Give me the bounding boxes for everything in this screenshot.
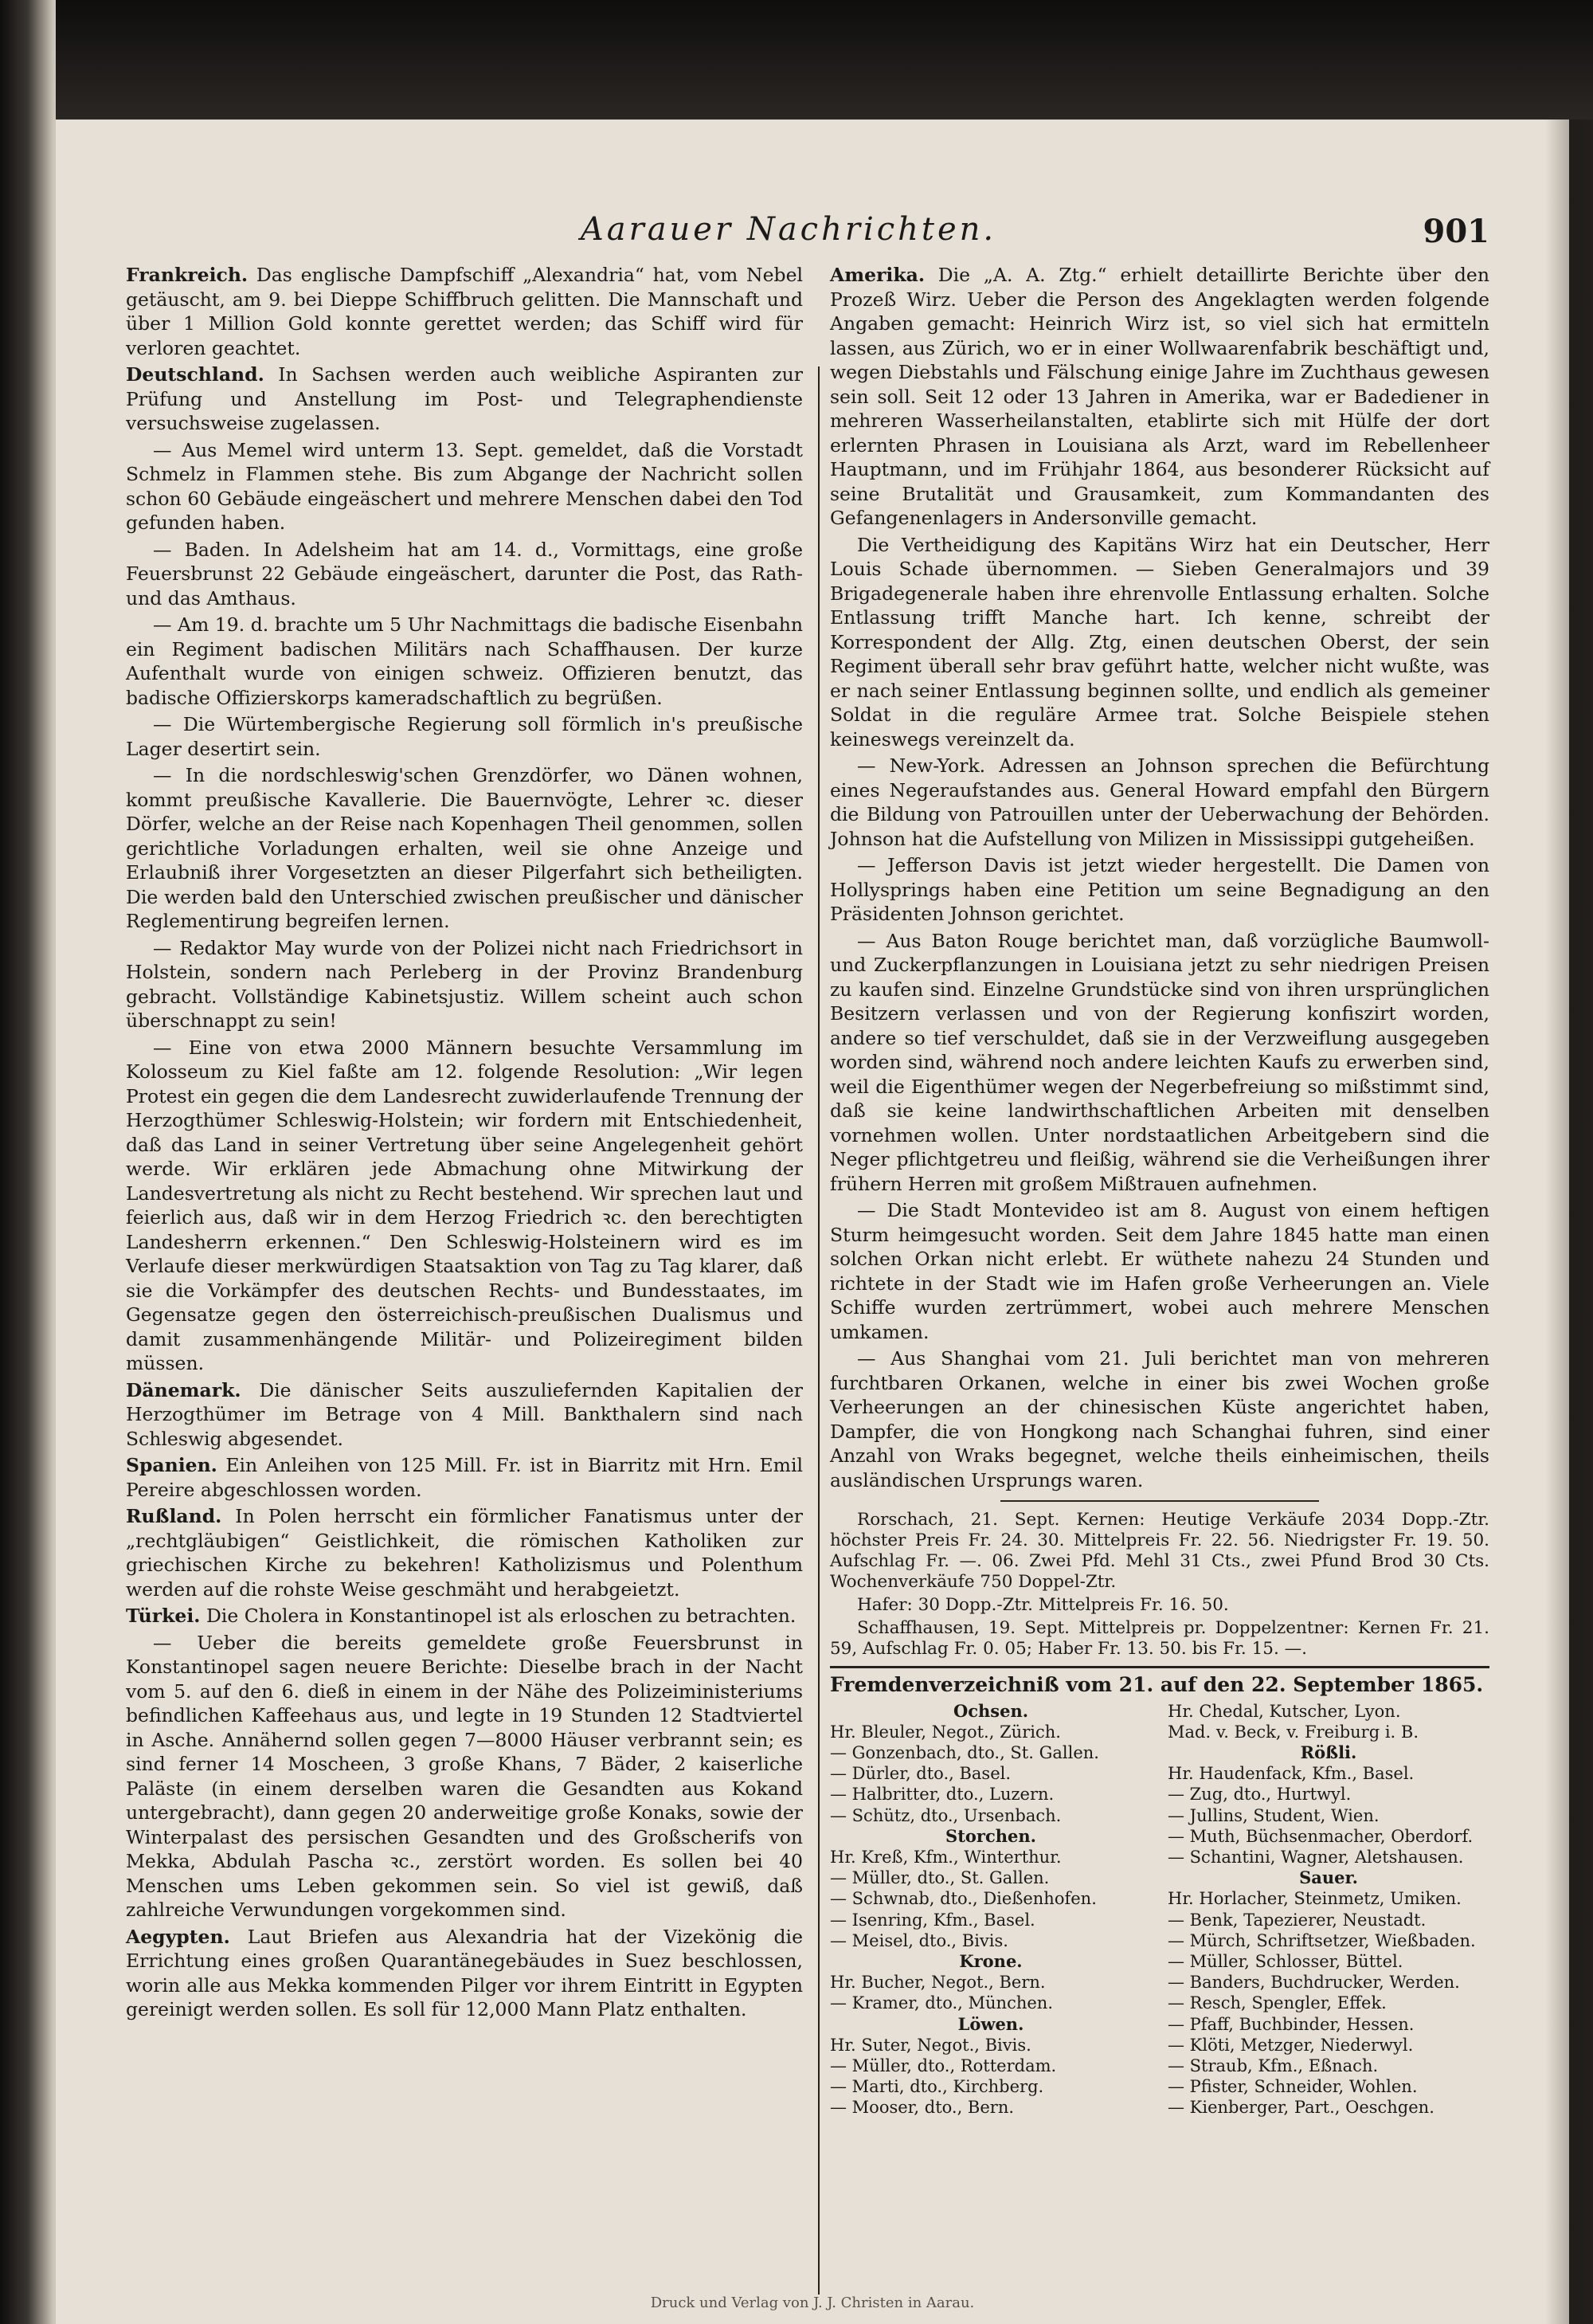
register-entry: — Halbritter, dto., Luzern. (830, 1785, 1055, 1805)
register-entry: Hr. Kreß, Kfm., Winterthur. (830, 1847, 1062, 1867)
register-entry: — Pfister, Schneider, Wohlen. (1168, 2077, 1418, 2097)
newspaper-page (56, 120, 1569, 2324)
article (126, 438, 803, 535)
register-entry: — Schwnab, dto., Dießenhofen. (830, 1889, 1097, 1909)
register-entry: — Banders, Buchdrucker, Werden. (1168, 1973, 1460, 1993)
register-entry: — Schütz, dto., Ursenbach. (830, 1805, 1062, 1825)
article-text: — Baden. In Adelsheim hat am 14. d., Vormittags, eine große Feuersbrunst 22 Gebäude eingeäschert, darunter die Post, das Rath- und das Amthaus. (126, 538, 803, 609)
register-hotel-heading: Storchen. (945, 1825, 1036, 1846)
printer-imprint: Druck und Verlag von J. J. Christen in Aarau. (650, 2295, 975, 2311)
section-heading: Deutschland. (126, 363, 264, 386)
scan-background (56, 0, 1593, 120)
register-left-list (830, 1701, 1152, 2118)
article-text: Ein Anleihen von 125 Mill. Fr. ist in Biarritz mit Hrn. Emil Pereire abgeschlossen worden. (126, 1454, 803, 1501)
section-heading: Spanien. (126, 1454, 217, 1476)
market-report (830, 1510, 1489, 1660)
register-entry: Mad. v. Beck, v. Freiburg i. B. (1168, 1722, 1419, 1742)
article (126, 613, 803, 710)
section-heading: Türkei. (126, 1605, 201, 1627)
register-entry: — Mürch, Schriftsetzer, Wießbaden. (1168, 1930, 1476, 1950)
article-text: Die Cholera in Konstantinopel ist als erloschen zu betrachten. (205, 1605, 796, 1627)
right-column (830, 263, 1489, 2118)
register-hotel-heading: Krone. (959, 1950, 1023, 1971)
register-entry: Hr. Chedal, Kutscher, Lyon. (1168, 1701, 1401, 1721)
article-text: — Am 19. d. brachte um 5 Uhr Nachmittags die badische Eisenbahn ein Regiment badischen Militärs nach Schaffhausen. Der kurze Aufenthalt wurde von einigen schweiz. Offizieren benutzt, das badische Offizierskorps kameradschaftlich zu begrüßen. (126, 613, 803, 709)
article-text: In Sachsen werden auch weibliche Aspiranten zur Prüfung und Anstellung im Post- und Telegraphendienste versuchsweise zugelassen. (126, 363, 803, 434)
article-text: In Polen herrscht ein förmlicher Fanatismus unter der „rechtgläubigen“ Geistlichkeit, die römischen Katholiken zur griechischen Kirche zu bekehren! Katholizismus und Polenthum werden auf die rohste Weise geschmäht und herabgeietzt. (126, 1505, 803, 1601)
register-hotel-heading: Sauer. (1299, 1867, 1358, 1888)
article (126, 538, 803, 611)
article (126, 763, 803, 934)
register-entry: — Müller, dto., St. Gallen. (830, 1868, 1050, 1888)
register-entry: — Dürler, dto., Basel. (830, 1764, 1012, 1784)
guest-register (830, 1673, 1489, 2118)
page-edge-shadow (1545, 120, 1593, 2324)
article-text: — Aus Shanghai vom 21. Juli berichtet man von mehreren furchtbaren Orkanen, welche in einer bis zwei Wochen große Verheerungen an der chinesischen Küste angerichtet haben, Dampfer, die von Hongkong nach Schanghai fuhren, sind einer Anzahl von Wraks begegnet, welche theils einheimischen, theils ausländischen Ursprungs waren. (830, 1347, 1489, 1491)
article-text: — Aus Memel wird unterm 13. Sept. gemeldet, daß die Vorstadt Schmelz in Flammen stehe. Bis zum Abgange der Nachricht sollen schon 60 Gebäude eingeäschert und mehrere Menschen dabei den Tod gefunden haben. (126, 438, 803, 534)
section-divider (1000, 1500, 1319, 1502)
article-text: — Aus Baton Rouge berichtet man, daß vorzügliche Baumwoll- und Zuckerpflanzungen in Louisiana jetzt zu sehr niedrigen Preisen zu kaufen sind. Einzelne Grundstücke sind von ihren ursprünglichen Besitzern verlassen und von der Regierung konfiszirt worden, andere so tief verschuldet, daß sie in der Verzweiflung ausgegeben worden sind, während noch andere leichten Kaufs zu erwerben sind, weil die Eigenthümer wegen der Negerbefreiung so mißstimmt sind, daß sie keine landwirthschaftlichen Arbeiten mit denselben vornehmen wollen. Unter nordstaatlichen Arbeitgebern sind die Neger pflichtgetreu und fleißig, während sie die Verheißungen ihrer frühern Herren mit großem Mißtrauen aufnehmen. (830, 929, 1489, 1195)
register-entry: — Gonzenbach, dto., St. Gallen. (830, 1742, 1099, 1762)
section-heading: Aegypten. (126, 1925, 230, 1948)
column-divider (818, 366, 820, 2295)
article-text: — Eine von etwa 2000 Männern besuchte Versammlung im Kolosseum zu Kiel faßte am 12. folgende Resolution: „Wir legen Protest ein gegen die dem Landesrecht zuwiderlaufende Trennung der Herzogthümer Schleswig-Holstein; wir fordern mit Entschiedenheit, daß das Land in seiner Vertretung über seine Angelegenheit gehört werde. Wir erklären jede Abmachung ohne Mitwirkung der Landesvertretung als nicht zu Recht bestehend. Wir sprechen laut und feierlich aus, daß wir in dem Herzog Friedrich ꝛc. den berechtigten Landesherrn erkennen.“ Den Schleswig-Holsteinern wird es im Verlaufe dieser merkwürdigen Staatsaktion von Tag zu Tag klarer, daß sie die Vorkämpfer des deutschen Rechts- und Bundesstaates, im Gegensatze gegen den österreichisch-preußischen Dualismus und damit zusammenhängende Militär- und Polizeiregiment bilden müssen. (126, 1036, 803, 1374)
register-entry: — Mooser, dto., Bern. (830, 2098, 1015, 2118)
article-text: Das englische Dampfschiff „Alexandria“ hat, vom Nebel getäuscht, am 9. bei Dieppe Schiffbruch gelitten. Die Mannschaft und über 1 Million Gold konnte gerettet werden; das Schiff wird für verloren geachtet. (126, 264, 803, 359)
register-entry: — Straub, Kfm., Eßnach. (1168, 2056, 1379, 2075)
register-hotel-heading: Ochsen. (953, 1700, 1029, 1721)
article (126, 263, 803, 360)
article (126, 712, 803, 761)
section-heading: Amerika. (830, 264, 926, 286)
article (126, 363, 803, 436)
register-entry: — Isenring, Kfm., Basel. (830, 1910, 1035, 1930)
article (830, 1346, 1489, 1492)
register-entry: — Pfaff, Buchbinder, Hessen. (1168, 2014, 1415, 2034)
market-entry: Rorschach, 21. Sept. Kernen: Heutige Verkäufe 2034 Dopp.-Ztr. höchster Preis Fr. 24. 30. Mittelpreis Fr. 22. 56. Niedrigster Fr. 19. 50. Aufschlag Fr. —. 06. Zwei Pfd. Mehl 31 Cts., zwei Pfund Brod 30 Cts. Wochenverkäufe 750 Doppel-Ztr. (830, 1510, 1489, 1592)
register-entry: — Meisel, dto., Bivis. (830, 1930, 1008, 1950)
article-text: — Jefferson Davis ist jetzt wieder hergestellt. Die Damen von Hollysprings haben eine Petition um seine Begnadigung an den Präsidenten Johnson gerichtet. (830, 854, 1489, 925)
register-entry: — Zug, dto., Hurtwyl. (1168, 1785, 1352, 1805)
article-text: Die „A. A. Ztg.“ erhielt detaillirte Berichte über den Prozeß Wirz. Ueber die Person des Angeklagten werden folgende Angaben gemacht: Heinrich Wirz ist, so viel sich hat ermitteln lassen, aus Zürich, wo er in einer Wollwaarenfabrik beschäftigt und, wegen Diebstahls und Fälschung einige Jahre im Zuchthaus gewesen sein soll. Seit 12 oder 13 Jahren in Amerika, war er Badediener in mehreren Wasserheilanstalten, etablirte sich mit Hülfe der dort erlernten Phrasen in Louisiana als Arzt, ward im Rebellenheer Hauptmann, und im Frühjahr 1864, aus besonderer Rücksicht auf seine Brutalität und Grausamkeit, zum Kommandanten des Gefangenenlagers in Andersonville gemacht. (830, 264, 1489, 529)
article (126, 1453, 803, 1502)
register-entry: Hr. Suter, Negot., Bivis. (830, 2035, 1031, 2055)
book-gutter-edge (0, 0, 62, 2324)
register-entry: — Resch, Spengler, Effek. (1168, 1993, 1387, 2013)
article-text: Laut Briefen aus Alexandria hat der Vizekönig die Errichtung eines großen Quarantänegebäudes in Suez beschlossen, worin alle aus Mekka kommenden Pilger vor ihrem Eintritt in Egypten gereinigt werden sollen. Es soll für 12,000 Mann Platz enthalten. (126, 1925, 803, 2020)
article (126, 1504, 803, 1601)
register-title: Fremdenverzeichniß vom 21. auf den 22. September 1865. (830, 1673, 1484, 1696)
register-hotel-heading: Löwen. (957, 2013, 1024, 2034)
page-number: 901 (1423, 213, 1489, 250)
article-text: — Ueber die bereits gemeldete große Feuersbrunst in Konstantinopel sagen neuere Berichte: Dieselbe brach in der Nacht vom 5. auf den 6. dieß in einem in der Nähe des Polizeiministeriums befindlichen Kaffeehaus aus, und legte in 19 Stunden 12 Stadtviertel in Asche. Annähernd sollen gegen 7—8000 Häuser verbrannt sein; es sind ferner 14 Moscheen, 3 große Khans, 7 Bäder, 2 kaiserliche Paläste (in einem derselben waren die Gesandten aus Kokand untergebracht), dann gegen 20 anderweitige große Konaks, sowie der Winterpalast des persischen Gesandten und des Großscherifs von Mekka, Abdulah Pascha ꝛc., zerstört worden. Es sollen bei 40 Menschen ums Leben gekommen sein. So viel ist gewiß, daß zahlreiche Verwundungen vorgekommen sind. (126, 1631, 803, 1921)
register-divider (830, 1666, 1489, 1668)
article (830, 263, 1489, 531)
register-entry: — Müller, Schlosser, Büttel. (1168, 1951, 1403, 1971)
register-entry: — Jullins, Student, Wien. (1168, 1805, 1380, 1825)
article (830, 1198, 1489, 1344)
article (830, 853, 1489, 927)
article (126, 936, 803, 1033)
register-entry: — Benk, Tapezierer, Neustadt. (1168, 1910, 1427, 1930)
register-entry: Hr. Bucher, Negot., Bern. (830, 1973, 1046, 1993)
article-text: Die dänischer Seits auszuliefernden Kapitalien der Herzogthümer im Betrage von 4 Mill. Bankthalern sind nach Schleswig abgesendet. (126, 1378, 803, 1450)
article-text: — Redaktor May wurde von der Polizei nicht nach Friedrichsort in Holstein, sondern nach Perleberg in der Provinz Brandenburg gebracht. Vollständige Kabinetsjustiz. Willem scheint auch schon überschnappt zu sein! (126, 936, 803, 1032)
register-entry: — Muth, Büchsenmacher, Oberdorf. (1168, 1826, 1474, 1846)
article (830, 533, 1489, 752)
section-heading: Dänemark. (126, 1378, 241, 1401)
register-entry: Hr. Haudenfack, Kfm., Basel. (1168, 1764, 1415, 1784)
article-text: — New-York. Adressen an Johnson sprechen die Befürchtung eines Negeraufstandes aus. General Howard empfahl den Bürgern die Bildung von Patrouillen unter der Ueberwachung der Behörden. Johnson hat die Aufstellung von Milizen in Mississippi gutgeheißen. (830, 754, 1489, 850)
register-columns (830, 1701, 1489, 2118)
market-entry: Schaffhausen, 19. Sept. Mittelpreis pr. Doppelzentner: Kernen Fr. 21. 59, Aufschlag Fr. 0. 05; Haber Fr. 13. 50. bis Fr. 15. —. (830, 1618, 1489, 1659)
article-text: Die Vertheidigung des Kapitäns Wirz hat ein Deutscher, Herr Louis Schade übernommen. — Sieben Generalmajors und 39 Brigadegenerale haben ihre ehrenvolle Entlassung erhalten. Solche Entlassung trifft Manche hart. Ich kenne, schreibt der Korrespondent der Allg. Ztg, einen deutschen Oberst, der sein Regiment überall sehr brav geführt hatte, welcher nicht wußte, was er nach seiner Entlassung beginnen sollte, und endlich als gemeiner Soldat in die reguläre Armee trat. Solche Beispiele stehen keineswegs vereinzelt da. (830, 533, 1489, 750)
article (126, 1604, 803, 1628)
register-entry: — Klöti, Metzger, Niederwyl. (1168, 2035, 1414, 2055)
article (830, 754, 1489, 851)
article (126, 1631, 803, 1922)
masthead-title: Aarauer Nachrichten. (580, 211, 997, 248)
left-column (126, 263, 803, 2024)
article-text: — Die Stadt Montevideo ist am 8. August von einem heftigen Sturm heimgesucht worden. Seit dem Jahre 1845 hatte man einen solchen Orkan nicht erlebt. Er wüthete nahezu 24 Stunden und richtete in der Stadt wie im Hafen große Verheerungen an. Viele Schiffe wurden zertrümmert, wobei auch mehrere Menschen umkamen. (830, 1199, 1489, 1343)
register-right-list (1168, 1701, 1489, 2118)
market-entry: Hafer: 30 Dopp.-Ztr. Mittelpreis Fr. 16. 50. (857, 1595, 1229, 1615)
register-entry: — Kramer, dto., München. (830, 1993, 1053, 2013)
article-text: — In die nordschleswig'schen Grenzdörfer, wo Dänen wohnen, kommt preußische Kavallerie. Die Bauernvögte, Lehrer ꝛc. dieser Dörfer, welche an der Reise nach Kopenhagen Theil genommen, sollen gerichtliche Vorladungen erhalten, weil sie ohne Anzeige und Erlaubniß ihrer Vorgesetzten an dieser Pilgerfahrt sich betheiligten. Die werden bald den Unterschied zwischen preußischer und dänischer Reglementirung begreifen lernen. (126, 764, 803, 932)
register-entry: — Kienberger, Part., Oeschgen. (1168, 2098, 1434, 2118)
article (126, 1378, 803, 1452)
article (126, 1036, 803, 1376)
register-entry: — Schantini, Wagner, Aletshausen. (1168, 1847, 1464, 1867)
section-heading: Frankreich. (126, 264, 249, 286)
article-text: — Die Würtembergische Regierung soll förmlich in's preußische Lager desertirt sein. (126, 713, 803, 760)
article (830, 929, 1489, 1197)
register-entry: — Marti, dto., Kirchberg. (830, 2077, 1044, 2097)
article (126, 1925, 803, 2022)
register-entry: Hr. Horlacher, Steinmetz, Umiken. (1168, 1889, 1462, 1909)
register-entry: Hr. Bleuler, Negot., Zürich. (830, 1722, 1061, 1742)
page-header (56, 211, 1569, 259)
section-heading: Rußland. (126, 1505, 222, 1527)
register-entry: — Müller, dto., Rotterdam. (830, 2056, 1057, 2075)
register-hotel-heading: Rößli. (1300, 1742, 1357, 1762)
